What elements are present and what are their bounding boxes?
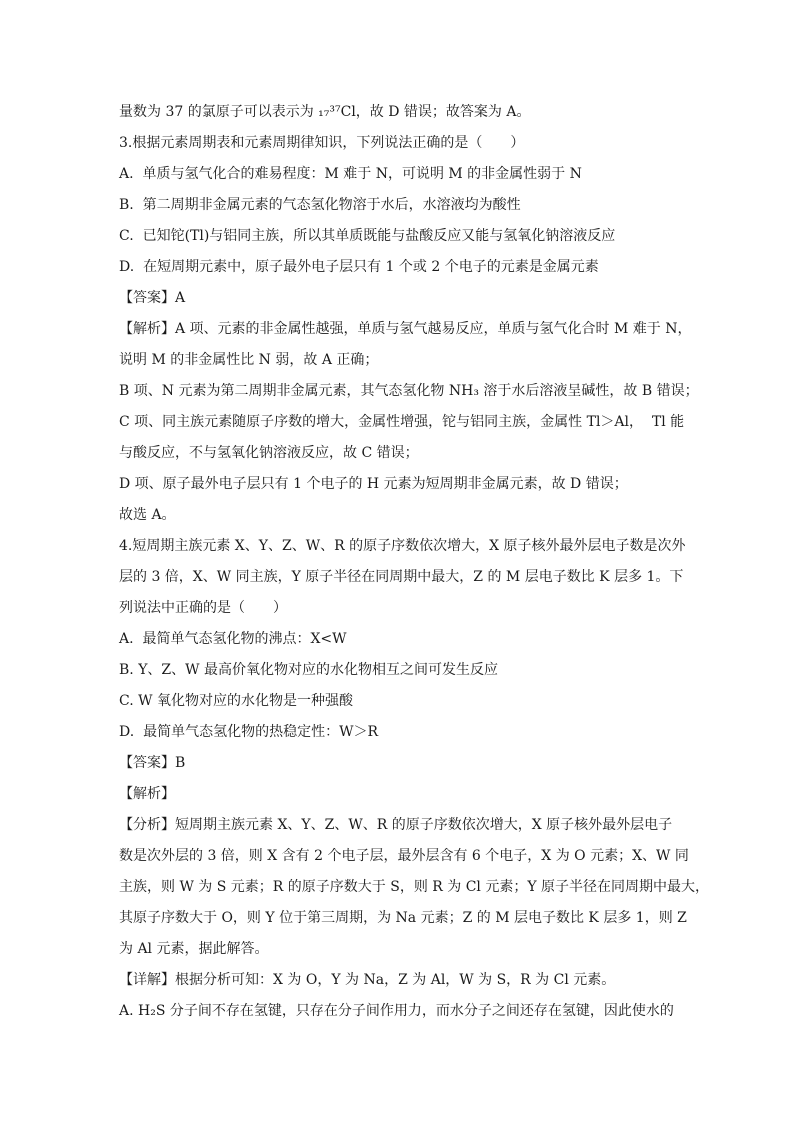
question-3-option-a: A. 单质与氢气化合的难易程度：M 难于 N，可说明 M 的非金属性弱于 N xyxy=(119,166,582,182)
text-line: 与酸反应，不与氢氧化钠溶液反应，故 C 错误； xyxy=(119,445,419,461)
text-line: B 项、N 元素为第二周期非金属元素，其气态氢化物 NH₃ 溶于水后溶液呈碱性，故 B 错误； xyxy=(119,383,699,399)
question-3-analysis: 【解析】A 项、元素的非金属性越强，单质与氢气越易反应，单质与氢气化合时 M 难于 N， xyxy=(119,321,692,337)
text-line: A. H₂S 分子间不存在氢键，只存在分子间作用力，而水分子之间还存在氢键，因此使水的 xyxy=(119,1003,674,1019)
question-3-option-d: D. 在短周期元素中，原子最外电子层只有 1 个或 2 个电子的元素是金属元素 xyxy=(119,259,599,275)
question-4-analysis-heading: 【解析】 xyxy=(119,786,175,802)
text-line: C 项、同主族元素随原子序数的增大，金属性增强，铊与铝同主族，金属性 Tl＞Al， Tl 能 xyxy=(119,414,685,430)
question-3-answer: 【答案】A xyxy=(119,290,186,306)
text-line: 故选 A。 xyxy=(119,507,176,523)
question-4-option-b: B. Y、Z、W 最高价氧化物对应的水化物相互之间可发生反应 xyxy=(119,662,498,678)
question-4-stem: 4.短周期主族元素 X、Y、Z、W、R 的原子序数依次增大，X 原子核外最外层电子数是次外 xyxy=(119,538,686,554)
question-4-option-a: A. 最简单气态氢化物的沸点：X<W xyxy=(119,631,347,647)
question-3-option-c: C. 已知铊(Tl)与铝同主族，所以其单质既能与盐酸反应又能与氢氧化钠溶液反应 xyxy=(119,228,616,244)
question-4-option-d: D. 最简单气态氢化物的热稳定性：W＞R xyxy=(119,724,379,740)
text-line: 层的 3 倍，X、W 同主族，Y 原子半径在同周期中最大，Z 的 M 层电子数比 K 层多 1。下 xyxy=(119,569,684,585)
text-line: 数是次外层的 3 倍，则 X 含有 2 个电子层，最外层含有 6 个电子，X 为 O 元素；X、W 同 xyxy=(119,848,689,864)
text-line: 为 Al 元素，据此解答。 xyxy=(119,941,269,957)
text-line: D 项、原子最外电子层只有 1 个电子的 H 元素为短周期非金属元素，故 D 错误； xyxy=(119,476,628,492)
text-line: 列说法中正确的是（ ） xyxy=(119,600,287,616)
question-4-detail: 【详解】根据分析可知：X 为 O，Y 为 Na，Z 为 Al，W 为 S，R 为 Cl 元素。 xyxy=(119,972,616,988)
question-4-option-c: C. W 氧化物对应的水化物是一种强酸 xyxy=(119,693,353,709)
text-line: 说明 M 的非金属性比 N 弱，故 A 正确； xyxy=(119,352,379,368)
question-4-answer: 【答案】B xyxy=(119,755,186,771)
question-4-analysis: 【分析】短周期主族元素 X、Y、Z、W、R 的原子序数依次增大，X 原子核外最外层电子 xyxy=(119,817,673,833)
question-3-stem: 3.根据元素周期表和元素周期律知识，下列说法正确的是（ ） xyxy=(119,135,525,151)
text-line: 量数为 37 的氯原子可以表示为 ₁₇³⁷Cl，故 D 错误；故答案为 A。 xyxy=(119,104,531,120)
text-line: 其原子序数大于 O，则 Y 位于第三周期，为 Na 元素；Z 的 M 层电子数比 K 层多 1，则 Z xyxy=(119,910,687,926)
text-line: 主族，则 W 为 S 元素；R 的原子序数大于 S，则 R 为 Cl 元素；Y 原子半径在同周期中最大， xyxy=(119,879,710,895)
question-3-option-b: B. 第二周期非金属元素的气态氢化物溶于水后，水溶液均为酸性 xyxy=(119,197,521,213)
